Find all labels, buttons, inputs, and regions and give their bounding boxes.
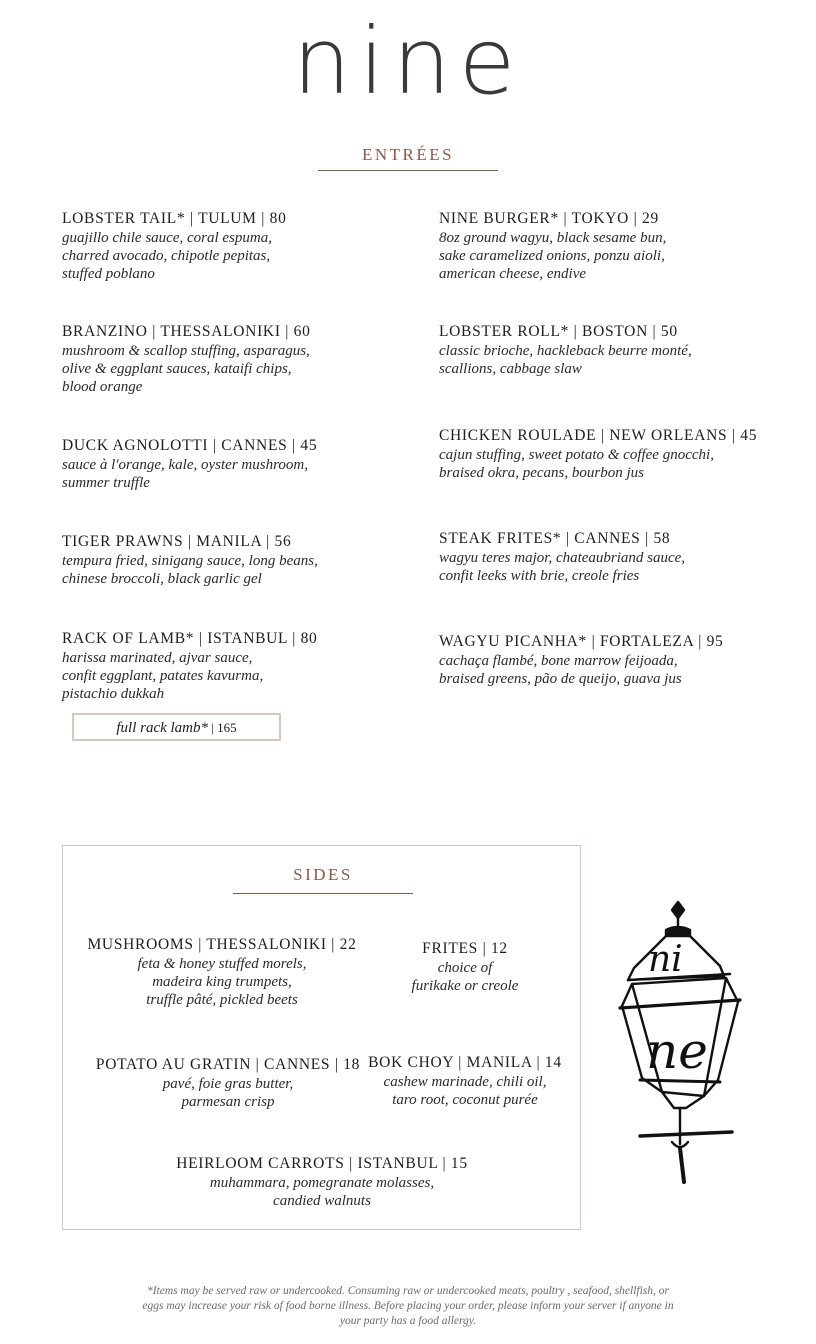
menu-item-chicken-roulade (439, 426, 757, 482)
item-heading: BOK CHOY | MANILA | 14 (368, 1054, 562, 1071)
desc-line: choice of (437, 960, 493, 976)
item-heading: NINE BURGER* | TOKYO | 29 (439, 210, 659, 227)
item-heading: POTATO AU GRATIN | CANNES | 18 (95, 1056, 361, 1073)
desc-line: classic brioche, hackleback beurre monté, (439, 343, 692, 359)
desc-line: stuffed poblano (62, 266, 155, 282)
desc-line: american cheese, endive (439, 266, 587, 282)
menu-item-duck-agnolotti (62, 436, 317, 492)
side-item-bok-choy (360, 1053, 570, 1109)
restaurant-logo: nine (292, 8, 524, 115)
item-description (439, 229, 666, 283)
item-description (439, 549, 685, 585)
item-description (62, 456, 317, 492)
item-description (385, 959, 545, 995)
item-description (62, 552, 318, 588)
menu-item-tiger-prawns (62, 532, 318, 588)
menu-item-lobster-tail (62, 209, 287, 283)
menu-item-rack-of-lamb (62, 629, 318, 703)
desc-line: feta & honey stuffed morels, (137, 956, 307, 972)
item-heading: WAGYU PICANHA* | FORTALEZA | 95 (439, 633, 724, 650)
item-heading: MUSHROOMS | THESSALONIKI | 22 (87, 936, 357, 953)
menu-item-wagyu-picanha (439, 632, 724, 688)
desc-line: wagyu teres major, chateaubriand sauce, (439, 550, 686, 566)
side-item-mushrooms (62, 935, 382, 1009)
desc-line: chinese broccoli, black garlic gel (62, 571, 262, 587)
item-heading: STEAK FRITES* | CANNES | 58 (439, 530, 671, 547)
item-description (439, 446, 757, 482)
entrees-heading: ENTRÉES (361, 145, 455, 164)
desc-line: sauce à l'orange, kale, oyster mushroom, (62, 457, 308, 473)
item-description (62, 342, 311, 396)
item-heading: LOBSTER ROLL* | BOSTON | 50 (439, 323, 678, 340)
entrees-heading-rule (318, 170, 498, 171)
desc-line: summer truffle (62, 475, 150, 491)
item-heading: FRITES | 12 (422, 940, 508, 957)
item-description (439, 652, 724, 688)
full-rack-option (72, 713, 281, 741)
item-heading: BRANZINO | THESSALONIKI | 60 (62, 323, 311, 340)
desc-line: parmesan crisp (181, 1094, 275, 1110)
desc-line: 8oz ground wagyu, black sesame bun, (439, 230, 667, 246)
sides-heading: SIDES (293, 865, 353, 884)
side-item-heirloom-carrots (152, 1154, 492, 1210)
item-description (439, 342, 692, 378)
side-item-frites (385, 939, 545, 995)
desc-line: tempura fried, sinigang sauce, long beans, (62, 553, 318, 569)
full-rack-label: full rack lamb* (116, 720, 209, 736)
item-heading: TIGER PRAWNS | MANILA | 56 (62, 533, 292, 550)
desc-line: furikake or creole (411, 978, 519, 994)
desc-line: cajun stuffing, sweet potato & coffee gnocchi, (439, 447, 714, 463)
item-heading: RACK OF LAMB* | ISTANBUL | 80 (62, 630, 318, 647)
desc-line: blood orange (62, 379, 143, 395)
desc-line: madeira king trumpets, (152, 974, 292, 990)
disclaimer-line: eggs may increase your risk of food borne illness. Before placing your order, please inform your server if anyone in (142, 1300, 674, 1312)
item-heading: CHICKEN ROULADE | NEW ORLEANS | 45 (439, 427, 758, 444)
sides-heading-rule (233, 893, 413, 894)
desc-line: candied walnuts (273, 1193, 371, 1209)
desc-line: pavé, foie gras butter, (162, 1076, 294, 1092)
item-heading: HEIRLOOM CARROTS | ISTANBUL | 15 (176, 1155, 468, 1172)
disclaimer-line: *Items may be served raw or undercooked. Consuming raw or undercooked meats, poultry , seafood, shellfish, or (146, 1285, 669, 1297)
item-description (62, 649, 318, 703)
desc-line: braised greens, pão de queijo, guava jus (439, 671, 682, 687)
desc-line: truffle pâté, pickled beets (146, 992, 298, 1008)
item-description (152, 1174, 492, 1210)
desc-line: taro root, coconut purée (392, 1092, 538, 1108)
desc-line: braised okra, pecans, bourbon jus (439, 465, 644, 481)
item-description (68, 1075, 388, 1111)
lantern-icon (612, 896, 746, 1186)
menu-item-lobster-roll (439, 322, 692, 378)
lantern-text-bottom: ne (646, 1022, 708, 1080)
lantern-text-top: ni (648, 939, 683, 980)
item-heading: LOBSTER TAIL* | TULUM | 80 (62, 210, 287, 227)
desc-line: confit leeks with brie, creole fries (439, 568, 640, 584)
menu-item-steak-frites (439, 529, 685, 585)
desc-line: muhammara, pomegranate molasses, (209, 1175, 435, 1191)
desc-line: confit eggplant, patates kavurma, (62, 668, 264, 684)
item-description (62, 229, 287, 283)
menu-item-nine-burger (439, 209, 666, 283)
full-rack-price: | 165 (208, 720, 237, 735)
desc-line: guajillo chile sauce, coral espuma, (62, 230, 272, 246)
item-heading: DUCK AGNOLOTTI | CANNES | 45 (62, 437, 318, 454)
allergy-disclaimer (100, 1284, 716, 1329)
side-item-potato-au-gratin (68, 1055, 388, 1111)
desc-line: olive & eggplant sauces, kataifi chips, (62, 361, 292, 377)
desc-line: mushroom & scallop stuffing, asparagus, (62, 343, 310, 359)
desc-line: harissa marinated, ajvar sauce, (62, 650, 253, 666)
desc-line: charred avocado, chipotle pepitas, (62, 248, 271, 264)
desc-line: cachaça flambé, bone marrow feijoada, (439, 653, 678, 669)
menu-item-branzino (62, 322, 311, 396)
desc-line: pistachio dukkah (62, 686, 165, 702)
disclaimer-line: your party has a food allergy. (339, 1315, 477, 1327)
item-description (62, 955, 382, 1009)
desc-line: sake caramelized onions, ponzu aioli, (439, 248, 665, 264)
desc-line: cashew marinade, chili oil, (383, 1074, 547, 1090)
desc-line: scallions, cabbage slaw (439, 361, 582, 377)
item-description (360, 1073, 570, 1109)
